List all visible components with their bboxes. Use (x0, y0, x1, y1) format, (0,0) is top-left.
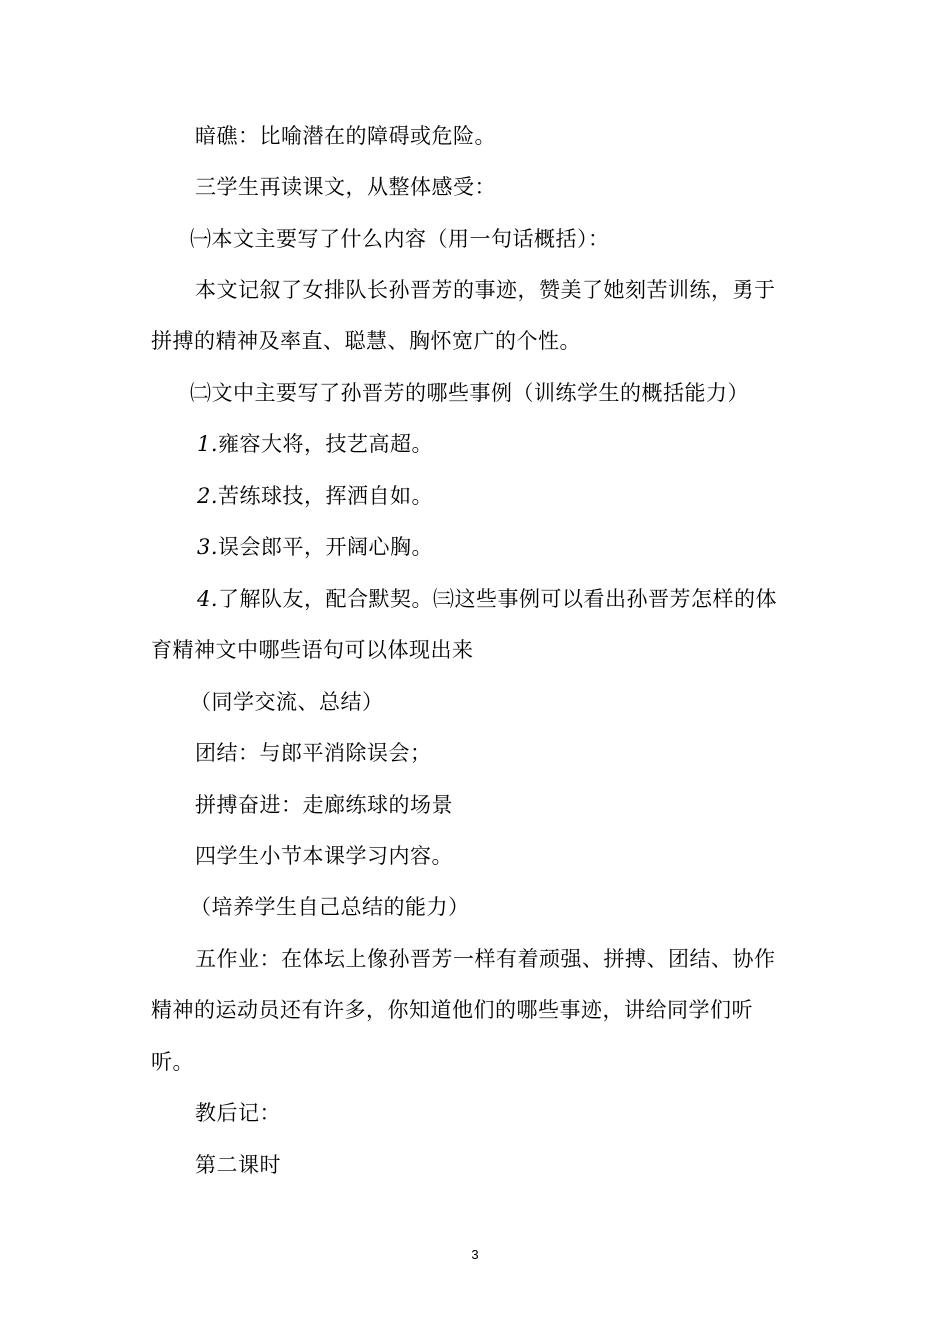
text-line: 本文记叙了女排队长孙晋芳的事迹，赞美了她刻苦训练，勇于 (195, 278, 776, 302)
text-line: 教后记： (195, 1101, 281, 1125)
text-line: 拼搏的精神及率直、聪慧、胸怀宽广的个性。 (151, 329, 581, 353)
list-item (197, 532, 433, 562)
text-line: 暗礁：比喻潜在的障碍或危险。 (195, 124, 496, 148)
question-heading: ㈠本文主要写了什么内容（用一句话概括）： (190, 227, 610, 251)
section-heading: 四学生小节本课学习内容。 (195, 844, 453, 868)
list-number: 1. (197, 432, 219, 456)
question-heading: ㈡文中主要写了孙晋芳的哪些事例（训练学生的概括能力） (190, 381, 749, 405)
list-item (197, 429, 433, 459)
list-item-text: 雍容大将，技艺高超。 (218, 432, 434, 456)
list-number: 3. (197, 535, 219, 559)
text-line: 拼搏奋进：走廊练球的场景 (195, 793, 453, 817)
section-heading: 第二课时 (195, 1153, 281, 1177)
list-item (197, 481, 433, 511)
text-line: 精神的运动员还有许多，你知道他们的哪些事迹，讲给同学们听 (151, 998, 753, 1022)
text-line: 团结：与郎平消除误会； (195, 741, 432, 765)
section-heading: 五作业：在体坛上像孙晋芳一样有着顽强、拼搏、团结、协作 (195, 947, 776, 971)
list-number: 4. (197, 587, 219, 611)
list-item-text: 误会郎平，开阔心胸。 (218, 535, 434, 559)
page-number: 3 (471, 1247, 479, 1262)
section-heading: 三学生再读课文，从整体感受： (195, 175, 496, 199)
list-item-text: 了解队友，配合默契。㈢这些事例可以看出孙晋芳怎样的体 (218, 587, 778, 611)
text-line: （同学交流、总结） (190, 690, 384, 714)
text-line: 听。 (151, 1050, 194, 1074)
text-line: （培养学生自己总结的能力） (190, 895, 470, 919)
list-number: 2. (197, 484, 219, 508)
list-item (197, 584, 777, 614)
text-line: 育精神文中哪些语句可以体现出来 (151, 638, 474, 662)
list-item-text: 苦练球技，挥洒自如。 (218, 484, 434, 508)
